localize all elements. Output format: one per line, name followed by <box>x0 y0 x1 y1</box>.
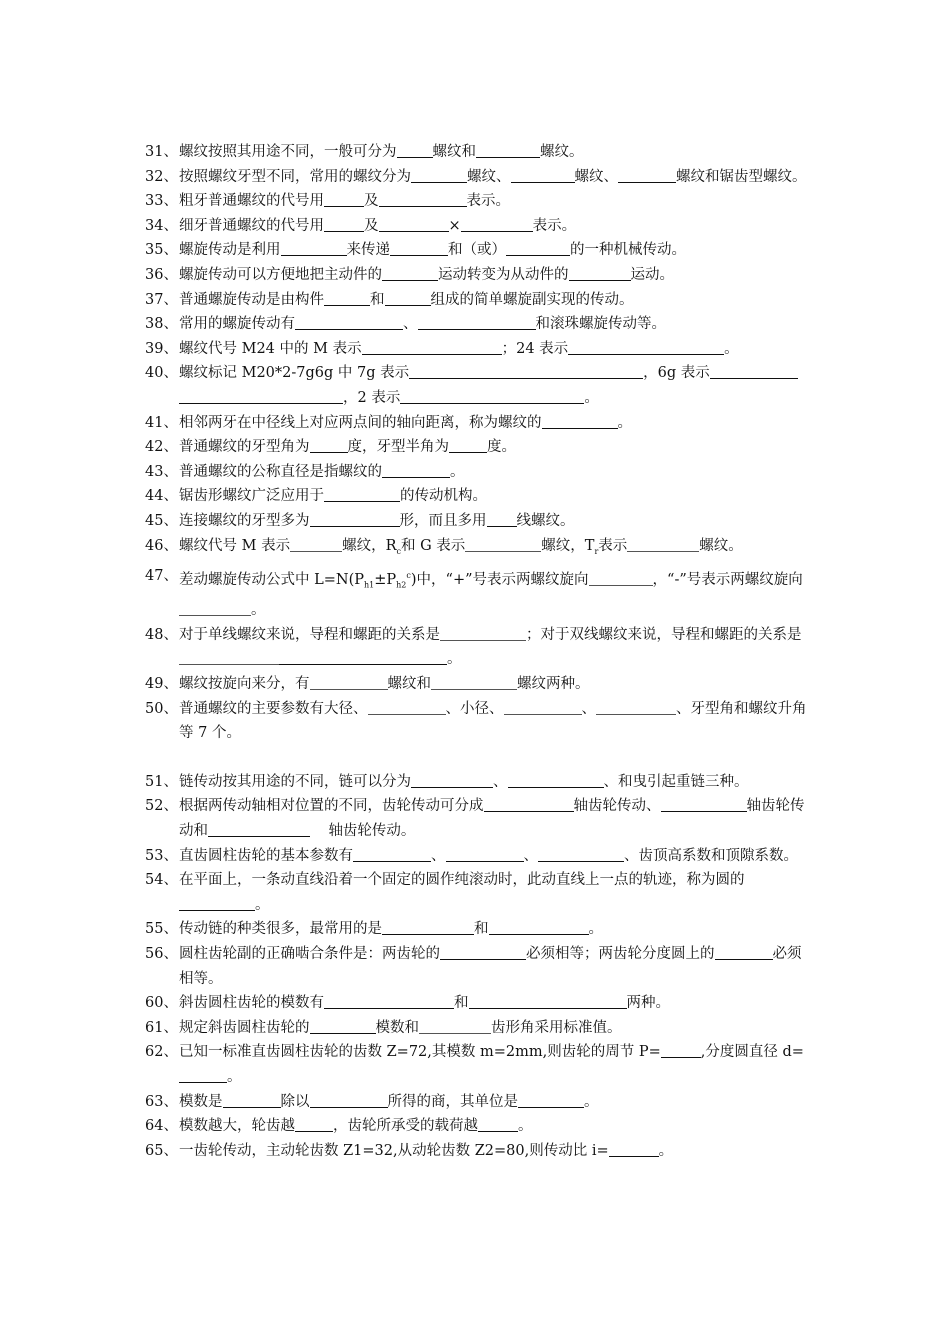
answer-blank[interactable] <box>379 216 449 232</box>
answer-blank[interactable] <box>489 919 589 935</box>
answer-blank[interactable] <box>295 314 403 330</box>
question-51: 51、 链传动按其用途的不同，链可以分为 、 、和曳引起重链三种。 <box>145 773 749 790</box>
answer-blank[interactable] <box>310 674 388 690</box>
answer-blank[interactable] <box>379 191 467 207</box>
answer-blank[interactable] <box>179 600 251 616</box>
answer-blank[interactable] <box>324 993 454 1009</box>
answer-blank[interactable] <box>382 462 450 478</box>
answer-blank[interactable] <box>506 240 570 256</box>
question-33: 33、 粗牙普通螺纹的代号用 及 表示。 <box>145 193 510 210</box>
answer-blank[interactable] <box>461 216 533 232</box>
answer-blank[interactable] <box>324 486 400 502</box>
answer-blank[interactable] <box>310 437 348 453</box>
answer-blank[interactable] <box>324 290 370 306</box>
answer-blank[interactable] <box>465 536 541 552</box>
question-41: 41、 相邻两牙在中径线上对应两点间的轴向距离，称为螺纹的 。 <box>145 414 632 431</box>
question-53: 53、 直齿圆柱齿轮的基本参数有 、 、 、齿顶高系数和顶隙系数。 <box>145 847 798 864</box>
answer-blank[interactable] <box>385 290 431 306</box>
answer-blank[interactable] <box>627 536 699 552</box>
answer-blank[interactable] <box>179 1067 227 1083</box>
question-50: 50、 普通螺纹的主要参数有大径、 、小径、 、 、牙型角和螺纹升角等 7 个。 <box>145 700 807 742</box>
answer-blank[interactable] <box>390 240 448 256</box>
answer-blank[interactable] <box>419 1018 491 1034</box>
question-list <box>145 140 810 1163</box>
answer-blank[interactable] <box>609 1141 659 1157</box>
answer-blank[interactable] <box>179 649 279 665</box>
answer-blank[interactable] <box>411 772 493 788</box>
answer-blank[interactable] <box>568 339 724 355</box>
answer-blank[interactable] <box>446 846 524 862</box>
answer-blank[interactable] <box>449 437 487 453</box>
answer-blank[interactable] <box>290 536 342 552</box>
question-55: 55、 传动链的种类很多，最常用的是 和 。 <box>145 921 603 938</box>
question-47: 47、 差动螺旋传动公式中 $L=N(P_{h1}\pm P_{h2}^c)$中，“+”号表示两螺纹旋向 ，“-”号表示两螺纹旋向。 <box>145 567 803 619</box>
answer-blank[interactable] <box>362 339 502 355</box>
answer-blank[interactable] <box>310 1018 376 1034</box>
answer-blank[interactable] <box>508 772 604 788</box>
answer-blank[interactable] <box>469 993 627 1009</box>
question-31: 31、 螺纹按照其用途不同，一般可分为 螺纹和 螺纹。 <box>145 144 584 160</box>
answer-blank[interactable] <box>476 142 540 158</box>
answer-blank[interactable] <box>324 191 364 207</box>
question-45: 45、 连接螺纹的牙型多为 形，而且多用 线螺纹。 <box>145 512 575 529</box>
answer-blank[interactable] <box>518 1092 584 1108</box>
question-56: 56、 圆柱齿轮副的正确啮合条件是：两齿轮的 必须相等；两齿轮分度圆上的 必须相等。 <box>145 946 802 987</box>
answer-blank[interactable] <box>487 511 517 527</box>
question-42: 42、 普通螺纹的牙型角为 度，牙型半角为 度。 <box>145 439 516 456</box>
question-62: 62、 已知一标准直齿圆柱齿轮的齿数 Z=72,其模数 m=2mm,则齿轮的周节 P= ,分度圆直径 d=。 <box>145 1044 804 1085</box>
question-61: 61、 规定斜齿圆柱齿轮的 模数和 齿形角采用标准值。 <box>145 1019 622 1036</box>
section-spacer <box>145 746 810 770</box>
answer-blank[interactable] <box>569 265 631 281</box>
question-36: 36、 螺旋传动可以方便地把主动件的 运动转变为从动件的 运动。 <box>145 266 674 283</box>
question-35: 35、 螺旋传动是利用 来传递 和（或） 的一种机械传动。 <box>145 242 686 259</box>
answer-blank[interactable] <box>179 388 343 404</box>
answer-blank[interactable] <box>281 240 347 256</box>
question-60: 60、 斜齿圆柱齿轮的模数有 和 两种。 <box>145 995 670 1012</box>
answer-blank[interactable] <box>715 944 773 960</box>
answer-blank[interactable] <box>223 1092 281 1108</box>
answer-blank[interactable] <box>353 846 431 862</box>
question-32: 32、 按照螺纹牙型不同，常用的螺纹分为 螺纹、 螺纹、 螺纹和锯齿型螺纹。 <box>145 168 807 185</box>
answer-blank[interactable] <box>409 363 643 379</box>
question-38: 38、 常用的螺旋传动有 、 和滚珠螺旋传动等。 <box>145 316 666 333</box>
answer-blank[interactable] <box>431 674 517 690</box>
answer-blank[interactable] <box>440 944 526 960</box>
question-43: 43、 普通螺纹的公称直径是指螺纹的 。 <box>145 463 465 480</box>
answer-blank[interactable] <box>208 821 310 837</box>
answer-blank[interactable] <box>310 511 400 527</box>
answer-blank[interactable] <box>661 796 747 812</box>
question-65: 65、 一齿轮传动，主动轮齿数 Z1=32,从动轮齿数 Z2=80,则传动比 i= 。 <box>145 1142 674 1159</box>
question-63: 63、 模数是 除以 所得的商，其单位是 。 <box>145 1093 599 1110</box>
question-52: 52、 根据两传动轴相对位置的不同，齿轮传动可分成 轴齿轮传动、 轴齿轮传动和 轴齿轮传动。 <box>145 798 805 840</box>
question-46: 46、 螺纹代号 M 表示 螺纹，$R_c$和 G 表示 螺纹，$T_r$表示 螺纹。 <box>145 537 743 556</box>
question-40: 40、 螺纹标记 M20*2-7g6g 中 7g 表示 ，6g 表示，2 表示 。 <box>145 361 810 410</box>
answer-blank[interactable] <box>324 216 364 232</box>
answer-blank[interactable] <box>478 1116 518 1132</box>
question-37: 37、 普通螺旋传动是由构件 和 组成的简单螺旋副实现的传动。 <box>145 291 634 308</box>
answer-blank[interactable] <box>440 625 526 641</box>
answer-blank[interactable] <box>511 167 575 183</box>
question-64: 64、 模数越大，轮齿越 ，齿轮所承受的载荷越 。 <box>145 1118 533 1135</box>
question-54: 54、 在平面上，一条动直线沿着一个固定的圆作纯滚动时，此动直线上一点的轨迹，称为圆的。 <box>145 872 745 913</box>
question-44: 44、 锯齿形螺纹广泛应用于 的传动机构。 <box>145 488 487 505</box>
answer-blank[interactable] <box>618 167 676 183</box>
answer-blank[interactable] <box>310 1092 388 1108</box>
answer-blank[interactable] <box>411 167 467 183</box>
answer-blank[interactable] <box>538 846 624 862</box>
answer-blank[interactable] <box>368 699 446 715</box>
answer-blank[interactable] <box>179 895 255 911</box>
answer-blank[interactable] <box>710 363 798 379</box>
answer-blank[interactable] <box>542 413 618 429</box>
answer-blank[interactable] <box>382 265 438 281</box>
question-34: 34、 细牙普通螺纹的代号用 及 × 表示。 <box>145 217 577 234</box>
answer-blank[interactable] <box>661 1042 701 1058</box>
answer-blank[interactable] <box>397 142 433 158</box>
answer-blank[interactable] <box>484 796 574 812</box>
answer-blank[interactable] <box>295 1116 333 1132</box>
question-49: 49、 螺纹按旋向来分，有 螺纹和 螺纹两种。 <box>145 676 590 693</box>
answer-blank[interactable] <box>589 570 653 586</box>
answer-blank[interactable] <box>279 649 447 665</box>
answer-blank[interactable] <box>382 919 474 935</box>
answer-blank[interactable] <box>400 388 584 404</box>
answer-blank[interactable] <box>596 699 676 715</box>
answer-blank[interactable] <box>418 314 536 330</box>
question-48: 48、 对于单线螺纹来说，导程和螺距的关系是 ；对于双线螺纹来说，导程和螺距的关系是。 <box>145 626 802 668</box>
answer-blank[interactable] <box>504 699 582 715</box>
question-39: 39、 螺纹代号 M24 中的 M 表示 ；24 表示 。 <box>145 340 739 357</box>
